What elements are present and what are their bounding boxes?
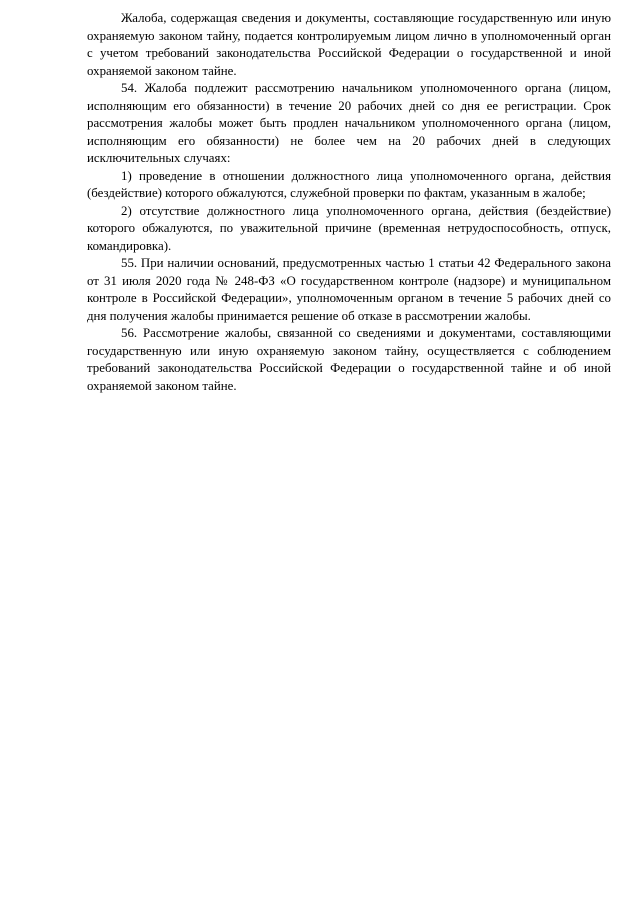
paragraph-secret-complaint: Жалоба, содержащая сведения и документы, составляющие государственную или иную охраняемую законом тайну, подается контролируемым лицом лично в уполномоченный орган с учетом требований законодательства Российской Федерации о государственной и иной охраняемой законом тайне. — [87, 11, 611, 78]
list-item-2: 2) отсутствие должностного лица уполномоченного органа, действия (бездействие) которого обжалуются, по уважительной причине (временная нетрудоспособность, отпуск, командировка). — [87, 203, 611, 253]
paragraph-56: 56. Рассмотрение жалобы, связанной со сведениями и документами, составляющими государственную или иную охраняемую законом тайну, осуществляется с соблюдением требований законодательства Российской Федерации о государственной тайне и об иной охраняемой законом тайне. — [87, 326, 611, 393]
list-item-1: 1) проведение в отношении должностного лица уполномоченного органа, действия (бездействие) которого обжалуются, служебной проверки по фактам, указанным в жалобе; — [87, 168, 611, 200]
paragraph-54: 54. Жалоба подлежит рассмотрению начальником уполномоченного органа (лицом, исполняющим его обязанности) в течение 20 рабочих дней со дня ее регистрации. Срок рассмотрения жалобы может быть продлен начальником уполномоченного органа (лицом, исполняющим его обязанности) не более чем на 20 рабочих дней в следующих исключительных случаях: — [87, 81, 611, 165]
paragraph-55: 55. При наличии оснований, предусмотренных частью 1 статьи 42 Федерального закона от 31 июля 2020 года № 248-ФЗ «О государственном контроле (надзоре) и муниципальном контроле в Российской Федерации», уполномоченным органом в течение 5 рабочих дней со дня получения жалобы принимается решение об отказе в рассмотрении жалобы. — [87, 256, 611, 323]
